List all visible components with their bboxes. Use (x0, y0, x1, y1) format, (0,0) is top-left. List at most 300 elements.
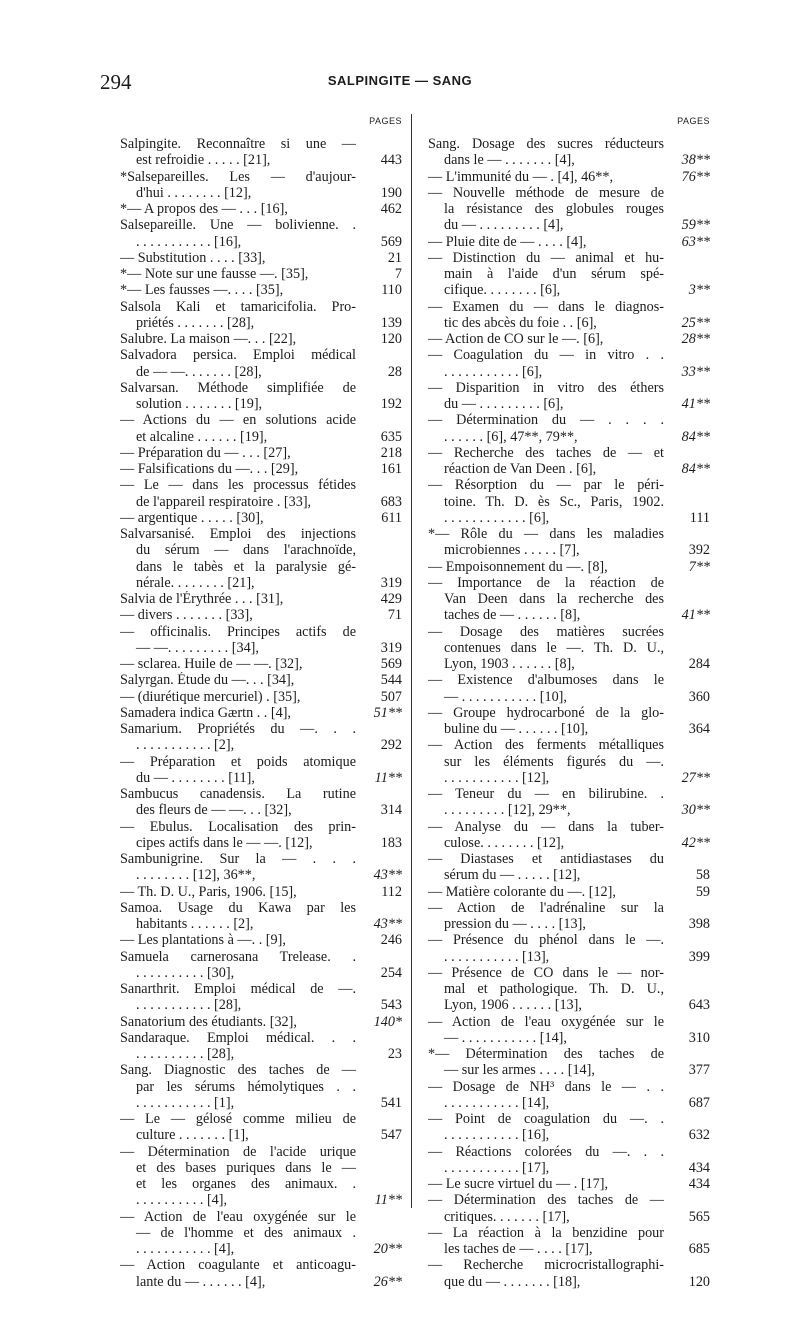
entry-text: — divers . . . . . . . [33], (120, 607, 253, 624)
entry-text: — Détermination de l'acide urique (120, 1143, 356, 1160)
entry-line (120, 1160, 402, 1176)
page-reference (664, 1111, 710, 1127)
entry-line (120, 770, 402, 786)
page-reference (356, 1030, 402, 1046)
index-entry (120, 949, 402, 982)
page-reference (356, 1209, 402, 1225)
index-entry (120, 1030, 402, 1063)
index-entry (120, 721, 402, 754)
entry-text: — officinalis. Principes actifs de (120, 623, 356, 640)
entry-text: que du — . . . . . . . [18], (444, 1273, 581, 1290)
entry-line (120, 672, 402, 688)
entry-text: . . . . . . . . [12], 36**, (136, 867, 256, 884)
entry-line (120, 1274, 402, 1290)
entry-line (428, 819, 710, 835)
entry-line (120, 851, 402, 867)
index-entry (428, 1192, 710, 1225)
page-reference: 683 (380, 493, 402, 510)
page-reference: 140* (373, 1013, 402, 1030)
index-entry (428, 1257, 710, 1290)
entry-text: Sang. Dosage des sucres réducteurs (428, 136, 664, 152)
index-entry (120, 217, 402, 250)
page-reference (664, 380, 710, 396)
index-entry (120, 672, 402, 688)
entry-line (120, 1127, 402, 1143)
page-reference (356, 1176, 402, 1192)
entry-line (428, 754, 710, 770)
page-reference (664, 900, 710, 916)
entry-text: les taches de — . . . . [17], (444, 1241, 593, 1257)
entry-text: — Action de l'eau oxygénée sur le (428, 1013, 664, 1030)
entry-text: Lyon, 1903 . . . . . . [8], (444, 656, 575, 672)
page-reference (664, 299, 710, 315)
page-reference: 569 (380, 656, 402, 672)
entry-text: . . . . . . . . . . . [16], (136, 233, 242, 250)
page-reference: 63** (681, 233, 710, 250)
page-reference (664, 575, 710, 591)
entry-line (120, 1111, 402, 1127)
entry-line (428, 461, 710, 477)
entry-text: — Distinction du — animal et hu- (428, 249, 664, 266)
page-reference (356, 1079, 402, 1095)
index-entry (120, 1014, 402, 1030)
index-entry (120, 510, 402, 526)
entry-text: par les sérums hémolytiques . . (136, 1078, 356, 1095)
entry-line (428, 965, 710, 981)
entry-line (120, 819, 402, 835)
entry-text: habitants . . . . . . [2], (136, 916, 254, 932)
page-reference (664, 965, 710, 981)
page-reference (356, 1225, 402, 1241)
index-entry (428, 786, 710, 819)
entry-line (428, 1257, 710, 1273)
entry-text: . . . . . . . . . . . [1], (136, 1094, 235, 1111)
entry-line (428, 477, 710, 493)
index-entry (120, 136, 402, 169)
entry-line (120, 412, 402, 428)
entry-text: — (diurétique mercuriel) . [35], (120, 688, 301, 705)
index-entry (428, 1046, 710, 1079)
index-entry (428, 559, 710, 575)
page-reference (664, 981, 710, 997)
page-reference (356, 1160, 402, 1176)
page-reference (664, 737, 710, 753)
index-entry (428, 705, 710, 738)
page-reference: 58 (695, 867, 710, 884)
entry-text: *— Rôle du — dans les maladies (428, 526, 664, 542)
page-reference: 25** (681, 314, 710, 331)
entry-text: du — . . . . . . . . [11], (136, 769, 255, 786)
page-reference (356, 981, 402, 997)
entry-text: — Groupe hydrocarboné de la glo- (428, 704, 664, 721)
entry-text: . . . . . . . . . . . [13], (444, 948, 550, 965)
page-reference (664, 494, 710, 510)
entry-text: Sandaraque. Emploi médical. . . (120, 1029, 356, 1046)
entry-text: — Présence de CO dans le — nor- (428, 964, 664, 981)
entry-line (428, 1095, 710, 1111)
index-entry (120, 754, 402, 787)
entry-text: Salubre. La maison —. . . [22], (120, 331, 297, 347)
entry-line (428, 835, 710, 851)
entry-text: nérale. . . . . . . . [21], (136, 574, 255, 591)
entry-line (428, 672, 710, 688)
entry-line (428, 1274, 710, 1290)
entry-line (428, 1111, 710, 1127)
index-entry (428, 1176, 710, 1192)
entry-text: . . . . . . . . . . [30], (136, 964, 235, 981)
page-reference: 7** (688, 558, 710, 575)
entry-line (428, 282, 710, 298)
running-header (0, 70, 800, 94)
index-entry (428, 347, 710, 380)
index-entry (428, 250, 710, 299)
index-entry (428, 819, 710, 852)
entry-text: — Empoisonnement du —. [8], (428, 558, 608, 575)
entry-line (428, 689, 710, 705)
entry-text: — Action des ferments métalliques (428, 737, 664, 754)
index-entry (428, 932, 710, 965)
entry-line (428, 591, 710, 607)
entry-line (120, 136, 402, 152)
entry-line (428, 299, 710, 315)
entry-text: Samoa. Usage du Kawa par les (120, 899, 356, 916)
entry-text: Samuela carnerosana Trelease. . (120, 948, 356, 965)
page-reference (356, 477, 402, 493)
index-entry (428, 299, 710, 332)
entry-text: *Salsepareilles. Les — d'aujour- (120, 168, 356, 185)
index-entry (120, 786, 402, 819)
entry-text: Salvarsan. Méthode simplifiée de (120, 379, 356, 396)
entry-line (120, 429, 402, 445)
entry-line (120, 900, 402, 916)
left-entries (120, 136, 402, 1290)
entry-text: — Détermination du — . . . . (428, 412, 664, 429)
page-reference: 429 (380, 591, 402, 607)
entry-text: Salvarsanisé. Emploi des injections (120, 526, 356, 542)
entry-line (120, 1241, 402, 1257)
page-reference: 364 (688, 721, 710, 737)
page-reference (356, 1111, 402, 1127)
entry-text: *— Détermination des taches de (428, 1046, 664, 1062)
entry-text: — sur les armes . . . . [14], (444, 1062, 595, 1079)
page-reference (664, 1014, 710, 1030)
entry-text: . . . . . . . . . . . [6], (444, 363, 543, 380)
index-entry (428, 737, 710, 786)
entry-text: et des bases puriques dans le — (136, 1159, 356, 1176)
entry-text: — Résorption du — par le péri- (428, 477, 664, 494)
entry-line (428, 429, 710, 445)
entry-line (428, 656, 710, 672)
entry-line (428, 1209, 710, 1225)
entry-text: — Les plantations à —. . [9], (120, 932, 286, 949)
entry-text: — Ebulus. Localisation des prin- (120, 818, 356, 835)
page-reference: 392 (688, 542, 710, 559)
entry-line (428, 900, 710, 916)
pages-heading-right: PAGES (677, 116, 710, 126)
page-reference (356, 169, 402, 185)
entry-line (428, 136, 710, 152)
page-reference: 11** (374, 769, 402, 786)
entry-line (428, 737, 710, 753)
entry-line (120, 299, 402, 315)
page-reference: 246 (380, 932, 402, 949)
entry-line (120, 266, 402, 282)
index-entry (428, 1225, 710, 1258)
page-reference (356, 819, 402, 835)
page-reference: 611 (381, 509, 402, 526)
entry-text: et les organes des animaux. . (136, 1176, 356, 1192)
index-entry (120, 282, 402, 298)
index-entry (120, 477, 402, 510)
page-reference (664, 851, 710, 867)
entry-line (428, 981, 710, 997)
index-entry (120, 607, 402, 623)
page-number: 294 (100, 70, 132, 94)
page-reference (664, 1192, 710, 1208)
page-reference: 120 (688, 1273, 710, 1290)
entry-text: — Dosage des matières sucrées (428, 623, 664, 640)
page-reference: 59 (695, 883, 710, 900)
page-reference: 38** (681, 152, 710, 169)
entry-text: — Action de l'adrénaline sur la (428, 899, 664, 916)
entry-line (428, 347, 710, 363)
entry-text: de — —. . . . . . . [28], (136, 363, 262, 380)
page-reference: 292 (380, 737, 402, 754)
page-reference (664, 1257, 710, 1273)
page-reference (664, 819, 710, 835)
entry-text: Salvia de l'Érythrée . . . [31], (120, 591, 284, 607)
entry-line (120, 445, 402, 461)
entry-text: — Examen du — dans le diagnos- (428, 298, 664, 315)
entry-line (428, 1014, 710, 1030)
entry-text: — . . . . . . . . . . . [14], (444, 1029, 567, 1046)
index-entry (428, 1079, 710, 1112)
page-reference (356, 1257, 402, 1273)
entry-text: taches de — . . . . . . [8], (444, 607, 581, 624)
page-reference (356, 624, 402, 640)
entry-text: culose. . . . . . . . [12], (444, 834, 565, 851)
entry-text: — La réaction à la benzidine pour (428, 1224, 664, 1241)
entry-text: et alcaline . . . . . . [19], (136, 428, 268, 445)
index-entry (120, 884, 402, 900)
entry-line (120, 656, 402, 672)
entry-text: Salvadora persica. Emploi médical (120, 347, 356, 364)
entry-line (428, 412, 710, 428)
page-reference: 112 (381, 883, 402, 900)
page-reference: 21 (387, 249, 402, 266)
page-reference (356, 347, 402, 363)
index-entry (120, 932, 402, 948)
entry-line (428, 201, 710, 217)
entry-text: mal et pathologique. Th. D. U., (444, 981, 664, 997)
page-reference: 51** (373, 704, 402, 721)
entry-line (120, 884, 402, 900)
entry-text: — Coagulation du — in vitro . . (428, 347, 664, 364)
entry-line (428, 152, 710, 168)
page-reference: 377 (688, 1062, 710, 1079)
entry-text: critiques. . . . . . . [17], (444, 1208, 570, 1225)
entry-text: Salpingite. Reconnaître si une — (120, 136, 356, 152)
page-reference (664, 445, 710, 461)
entry-text: — Teneur du — en bilirubine. . (428, 786, 664, 802)
index-entry (120, 851, 402, 884)
page-reference (356, 900, 402, 916)
entry-text: — Préparation et poids atomique (120, 753, 356, 770)
entry-line (120, 916, 402, 932)
page-reference: 33** (681, 363, 710, 380)
entry-text: — Nouvelle méthode de mesure de (428, 184, 664, 201)
entry-text: . . . . . . . . . . . [16], (444, 1127, 550, 1144)
entry-text: . . . . . . . . . . . [14], (444, 1094, 550, 1111)
index-entry (120, 624, 402, 657)
index-entry (428, 412, 710, 445)
entry-text: — Recherche des taches de — et (428, 444, 664, 461)
entry-line (428, 997, 710, 1013)
entry-text: dans le tabès et la paralysie gé- (136, 558, 356, 575)
index-entry (120, 1144, 402, 1209)
page-reference (356, 721, 402, 737)
entry-text: de l'appareil respiratoire . [33], (136, 493, 312, 510)
page-reference: 183 (380, 834, 402, 851)
entry-text: du sérum — dans l'arachnoïde, (136, 542, 356, 559)
index-entry (428, 965, 710, 1014)
entry-text: microbiennes . . . . . [7], (444, 542, 580, 559)
page-reference: 543 (380, 997, 402, 1014)
entry-text: pression du — . . . . [13], (444, 916, 586, 932)
entry-line (428, 640, 710, 656)
page-reference (356, 299, 402, 315)
entry-text: culture . . . . . . . [1], (136, 1127, 249, 1144)
index-entry (120, 380, 402, 413)
page-reference: 27** (681, 769, 710, 786)
entry-text: main à l'aide d'un sérum spé- (444, 266, 664, 282)
entry-text: cipes actifs dans le — —. [12], (136, 834, 313, 851)
page-reference: 254 (380, 964, 402, 981)
entry-text: — Actions du — en solutions acide (120, 412, 356, 429)
entry-text: Lyon, 1906 . . . . . . [13], (444, 997, 582, 1014)
page-reference: 28 (387, 363, 402, 380)
entry-line (428, 234, 710, 250)
index-entry (120, 1062, 402, 1111)
page-reference: 26** (373, 1273, 402, 1290)
page-reference (356, 526, 402, 542)
index-entry (428, 672, 710, 705)
entry-line (120, 364, 402, 380)
page-reference (356, 412, 402, 428)
entry-text: . . . . . . . . . . [28], (136, 1046, 235, 1062)
entry-text: *— A propos des — . . . [16], (120, 201, 288, 217)
entry-line (120, 981, 402, 997)
index-entry (120, 266, 402, 282)
entry-line (428, 1079, 710, 1095)
entry-line (120, 965, 402, 981)
entry-line (120, 689, 402, 705)
entry-text: réaction de Van Deen . [6], (444, 461, 597, 477)
entry-text: — Détermination des taches de — (428, 1192, 664, 1209)
entry-text: est refroidie . . . . . [21], (136, 152, 271, 169)
index-entry (428, 1014, 710, 1047)
column-divider (411, 114, 412, 1208)
page-reference: 547 (380, 1127, 402, 1144)
entry-text: — Le — dans les processus fétides (120, 477, 356, 494)
entry-text: — Dosage de NH³ dans le — . . (428, 1078, 664, 1095)
page-reference: 434 (688, 1159, 710, 1176)
entry-line (120, 737, 402, 753)
entry-text: — Action de l'eau oxygénée sur le (120, 1208, 356, 1225)
entry-text: — Point de coagulation du —. . (428, 1111, 664, 1127)
entry-line (120, 1046, 402, 1062)
entry-line (120, 624, 402, 640)
entry-line (120, 1014, 402, 1030)
entry-text: *— Les fausses —. . . . [35], (120, 282, 284, 299)
page-reference (664, 347, 710, 363)
entry-line (120, 396, 402, 412)
entry-line (428, 770, 710, 786)
entry-text: — Recherche microcristallographi- (428, 1257, 664, 1274)
entry-text: Sambucus canadensis. La rutine (120, 786, 356, 802)
entry-line (120, 315, 402, 331)
page-reference (356, 949, 402, 965)
page-reference: 120 (380, 331, 402, 347)
entry-line (428, 364, 710, 380)
entry-text: — Analyse du — dans la tuber- (428, 818, 664, 835)
index-entry (428, 851, 710, 884)
entry-line (120, 201, 402, 217)
entry-line (428, 721, 710, 737)
index-entry (120, 331, 402, 347)
page-reference: 76** (681, 168, 710, 185)
entry-text: . . . . . . . . . . . . [6], (444, 509, 550, 526)
page-reference: 3** (688, 282, 710, 299)
page-reference: 434 (688, 1176, 710, 1192)
page-reference (664, 672, 710, 688)
entry-line (120, 575, 402, 591)
index-entry (428, 234, 710, 250)
page-reference (664, 136, 710, 152)
entry-line (120, 477, 402, 493)
index-entry (428, 380, 710, 413)
entry-line (428, 867, 710, 883)
page-reference (664, 932, 710, 948)
entry-line (120, 1257, 402, 1273)
entry-text: . . . . . . . . . . . [2], (136, 737, 235, 754)
entry-text: . . . . . . . . . . [4], (136, 1192, 228, 1209)
page-reference: 462 (380, 201, 402, 217)
entry-line (120, 607, 402, 623)
entry-line (120, 997, 402, 1013)
index-entry (428, 185, 710, 234)
entry-line (120, 169, 402, 185)
index-entry (428, 477, 710, 526)
entry-text: sur les éléments figurés du —. (444, 753, 664, 770)
entry-line (120, 461, 402, 477)
entry-line (428, 542, 710, 558)
entry-line (428, 884, 710, 900)
entry-text: tic des abcès du foie . . [6], (444, 314, 597, 331)
entry-text: — Diastases et antidiastases du (428, 851, 664, 867)
entry-line (428, 445, 710, 461)
index-entry (120, 689, 402, 705)
entry-line (428, 916, 710, 932)
entry-line (428, 705, 710, 721)
entry-line (120, 949, 402, 965)
page-reference: 11** (374, 1192, 402, 1209)
entry-text: des fleurs de — —. . . [32], (136, 802, 292, 819)
right-column (428, 116, 710, 1290)
entry-line (428, 185, 710, 201)
entry-text: Salsola Kali et tamaricifolia. Pro- (120, 298, 356, 315)
page-reference: 544 (380, 672, 402, 689)
